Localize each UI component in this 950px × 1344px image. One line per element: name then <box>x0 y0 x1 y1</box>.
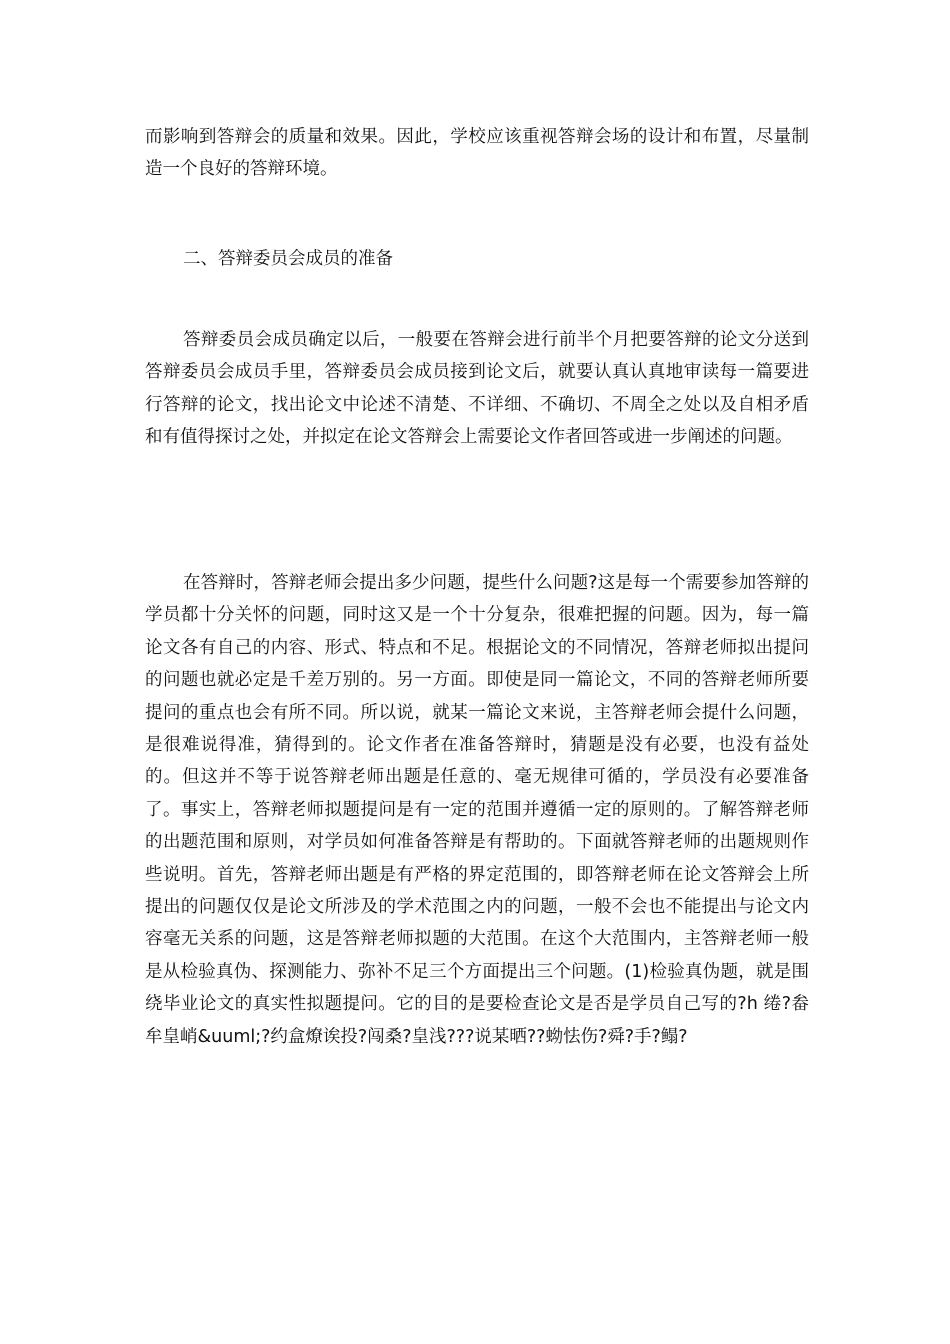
paragraph-question-scope: 在答辩时，答辩老师会提出多少问题，提些什么问题?这是每一个需要参加答辩的学员都十分关怀的问题，同时这又是一个十分复杂，很难把握的问题。因为，每一篇论文各有自己的内容、形式、特点和不足。根据论文的不同情况，答辩老师拟出提问的问题也就必定是千差万别的。另一方面。即使是同一篇论文，不同的答辩老师所要提问的重点也会有所不同。所以说，就某一篇论文来说，主答辩老师会提什么问题，是很难说得准，猜得到的。论文作者在准备答辩时，猜题是没有必要，也没有益处的。但这并不等于说答辩老师出题是任意的、毫无规律可循的，学员没有必要准备了。事实上，答辩老师拟题提问是有一定的范围并遵循一定的原则的。了解答辩老师的出题范围和原则，对学员如何准备答辩是有帮助的。下面就答辩老师的出题规则作些说明。首先，答辩老师出题是有严格的界定范围的，即答辩老师在论文答辩会上所提出的问题仅仅是论文所涉及的学术范围之内的问题，一般不会也不能提出与论文内容毫无关系的问题，这是答辩老师拟题的大范围。在这个大范围内，主答辩老师一般是从检验真伪、探测能力、弥补不足三个方面提出三个问题。(1)检验真伪题，就是围绕毕业论文的真实性拟题提问。它的目的是要检查论文是否是学员自己写的?h 绻?畚牟皇峭&uuml;?约盒燎诶投?闯桑?皇浅???说某晒??蚴怯伤?舜?手?鳎? <box>145 573 809 1047</box>
section-heading: 二、答辩委员会成员的准备 <box>183 249 393 269</box>
paragraph-intro: 而影响到答辩会的质量和效果。因此，学校应该重视答辩会场的设计和布置，尽量制造一个良好的答辩环境。 <box>145 127 809 180</box>
paragraph-committee-preparation: 答辩委员会成员确定以后，一般要在答辩会进行前半个月把要答辩的论文分送到答辩委员会成员手里，答辩委员会成员接到论文后，就要认真认真地审读每一篇要进行答辩的论文，找出论文中论述不清楚、不详细、不确切、不周全之处以及自相矛盾和有值得探讨之处，并拟定在论文答辩会上需要论文作者回答或进一步阐述的问题。 <box>145 330 809 448</box>
